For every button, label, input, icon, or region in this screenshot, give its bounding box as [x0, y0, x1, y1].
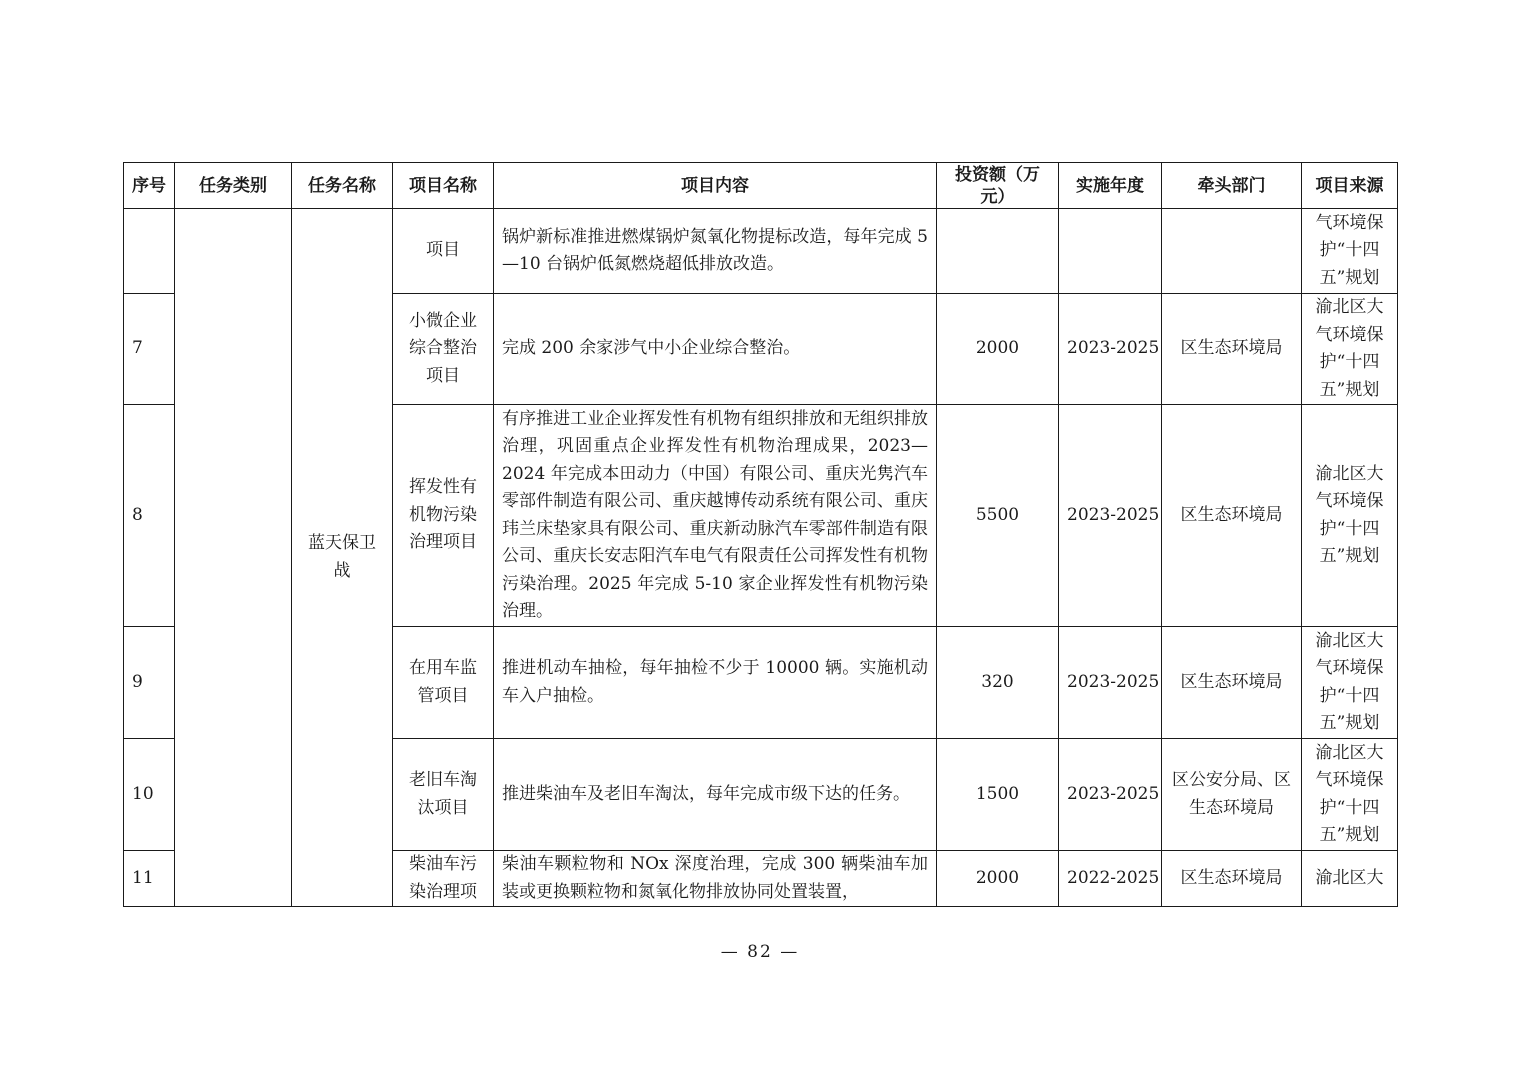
content-cell: 推进柴油车及老旧车淘汰，每年完成市级下达的任务。	[494, 739, 937, 851]
dept-cell: 区公安分局、区生态环境局	[1162, 739, 1302, 851]
project-table	[123, 162, 1398, 907]
years-cell	[1059, 209, 1162, 294]
dept-cell: 区生态环境局	[1162, 851, 1302, 907]
investment-cell: 2000	[937, 851, 1059, 907]
investment-cell: 5500	[937, 405, 1059, 627]
project-name-cell: 挥发性有机物污染治理项目	[393, 405, 494, 627]
content-cell: 有序推进工业企业挥发性有机物有组织排放和无组织排放治理，巩固重点企业挥发性有机物治理成果，2023—2024 年完成本田动力（中国）有限公司、重庆光隽汽车零部件制造有限公司、重庆越博传动系统有限公司、重庆玮兰床垫家具有限公司、重庆新动脉汽车零部件制造有限公司、重庆长安志阳汽车电气有限责任公司挥发性有机物污染治理。2025 年完成 5-10 家企业挥发性有机物污染治理。	[494, 405, 937, 627]
years-cell: 2023-2025	[1059, 739, 1162, 851]
dept-cell: 区生态环境局	[1162, 627, 1302, 739]
source-cell: 渝北区大气环境保护“十四五”规划	[1302, 627, 1398, 739]
project-name-cell: 在用车监管项目	[393, 627, 494, 739]
header-project-name: 项目名称	[393, 163, 494, 209]
dept-cell: 区生态环境局	[1162, 405, 1302, 627]
project-name-cell: 老旧车淘汰项目	[393, 739, 494, 851]
project-name-cell: 柴油车污染治理项	[393, 851, 494, 907]
years-cell: 2023-2025	[1059, 294, 1162, 405]
category-cell	[175, 209, 292, 907]
content-cell: 推进机动车抽检，每年抽检不少于 10000 辆。实施机动车入户抽检。	[494, 627, 937, 739]
investment-cell	[937, 209, 1059, 294]
header-category: 任务类别	[175, 163, 292, 209]
investment-cell: 320	[937, 627, 1059, 739]
content-cell: 柴油车颗粒物和 NOx 深度治理，完成 300 辆柴油车加装或更换颗粒物和氮氧化物排放协同处置装置，	[494, 851, 937, 907]
content-cell: 锅炉新标准推进燃煤锅炉氮氧化物提标改造，每年完成 5—10 台锅炉低氮燃烧超低排放改造。	[494, 209, 937, 294]
header-investment-line1: 投资额（万	[955, 164, 1040, 185]
row-no: 10	[124, 739, 175, 851]
years-cell: 2023-2025	[1059, 627, 1162, 739]
row-no: 9	[124, 627, 175, 739]
table-header-row	[124, 163, 1398, 209]
header-investment	[937, 163, 1059, 209]
project-name-cell: 小微企业综合整治项目	[393, 294, 494, 405]
header-no: 序号	[124, 163, 175, 209]
source-cell: 渝北区大气环境保护“十四五”规划	[1302, 294, 1398, 405]
source-cell: 渝北区大气环境保护“十四五”规划	[1302, 739, 1398, 851]
years-cell: 2022-2025	[1059, 851, 1162, 907]
row-no: 8	[124, 405, 175, 627]
table-row	[124, 209, 1398, 294]
page-number: — 82 —	[720, 942, 800, 962]
header-task-name: 任务名称	[292, 163, 393, 209]
dept-cell: 区生态环境局	[1162, 294, 1302, 405]
header-source: 项目来源	[1302, 163, 1398, 209]
project-name-cell: 项目	[393, 209, 494, 294]
header-years: 实施年度	[1059, 163, 1162, 209]
header-investment-line2: 元）	[980, 186, 1015, 207]
investment-cell: 2000	[937, 294, 1059, 405]
investment-cell: 1500	[937, 739, 1059, 851]
task-name-cell: 蓝天保卫战	[292, 209, 393, 907]
content-cell: 完成 200 余家涉气中小企业综合整治。	[494, 294, 937, 405]
years-cell: 2023-2025	[1059, 405, 1162, 627]
header-content: 项目内容	[494, 163, 937, 209]
row-no: 7	[124, 294, 175, 405]
source-cell: 渝北区大气环境保护“十四五”规划	[1302, 405, 1398, 627]
header-dept: 牵头部门	[1162, 163, 1302, 209]
row-no	[124, 209, 175, 294]
source-cell: 渝北区大	[1302, 851, 1398, 907]
source-cell: 气环境保护“十四五”规划	[1302, 209, 1398, 294]
dept-cell	[1162, 209, 1302, 294]
row-no: 11	[124, 851, 175, 907]
